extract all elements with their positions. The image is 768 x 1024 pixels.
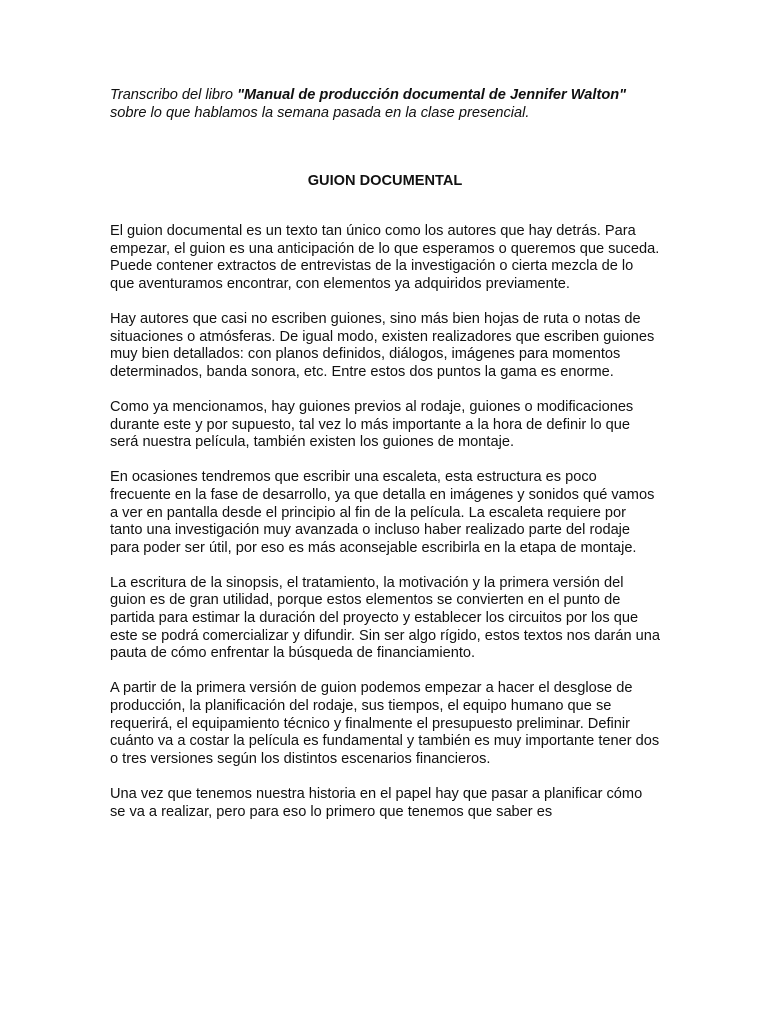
document-page xyxy=(110,86,660,820)
body-paragraph: Como ya mencionamos, hay guiones previos al rodaje, guiones o modificaciones durante este y por supuesto, tal vez lo más importante a la hora de definir lo que será nuestra película, también existen los guiones de montaje. xyxy=(110,398,634,451)
intro-text xyxy=(110,86,660,122)
body-paragraph: A partir de la primera versión de guion podemos empezar a hacer el desglose de producción, la planificación del rodaje, sus tiempos, el equipo humano que se requerirá, el equipamiento técnico y finalmente el presupuesto preliminar. Definir cuánto va a costar la película es fundamental y también es muy importante tener dos o tres versiones según los distintos escenarios financieros. xyxy=(110,680,660,767)
body-paragraph: Una vez que tenemos nuestra historia en el papel hay que pasar a planificar cómo se va a realizar, pero para eso lo primero que tenemos que saber es xyxy=(110,786,643,820)
book-title: "Manual de producción documental de Jennifer Walton" xyxy=(237,87,627,103)
body-paragraph: En ocasiones tendremos que escribir una escaleta, esta estructura es poco frecuente en la fase de desarrollo, ya que detalla en imágenes y sonidos qué vamos a ver en pantalla desde el principio al fin de la película. La escaleta requiere por tanto una investigación muy avanzada o incluso haber realizado parte del rodaje para poder ser útil, por eso es más aconsejable escribirla en la etapa de montaje. xyxy=(110,469,655,556)
body-paragraph: La escritura de la sinopsis, el tratamiento, la motivación y la primera versión del guion es de gran utilidad, porque estos elementos se convierten en el punto de partida para estimar la duración del proyecto y establecer los circuitos por los que este se podrá comercializar y difundir. Sin ser algo rígido, estos textos nos darán una pauta de cómo enfrentar la búsqueda de financiamiento. xyxy=(110,574,660,662)
page-title: GUION DOCUMENTAL xyxy=(307,173,463,189)
body-paragraph: El guion documental es un texto tan único como los autores que hay detrás. Para empezar, el guion es una anticipación de lo que esperamos o queremos que suceda. Puede contener extractos de entrevistas de la investigación o cierta mezcla de lo que aventuramos encontrar, con elementos ya adquiridos previamente. xyxy=(110,223,660,292)
intro-prefix: Transcribo del libro xyxy=(110,87,238,103)
intro-suffix: sobre lo que hablamos la semana pasada en la clase presencial. xyxy=(110,105,530,121)
document-body xyxy=(110,223,660,839)
body-paragraph: Hay autores que casi no escriben guiones, sino más bien hojas de ruta o notas de situaciones o atmósferas. De igual modo, existen realizadores que escriben guiones muy bien detallados: con planos definidos, diálogos, imágenes para momentos determinados, banda sonora, etc. Entre estos dos puntos la gama es enorme. xyxy=(110,310,655,380)
